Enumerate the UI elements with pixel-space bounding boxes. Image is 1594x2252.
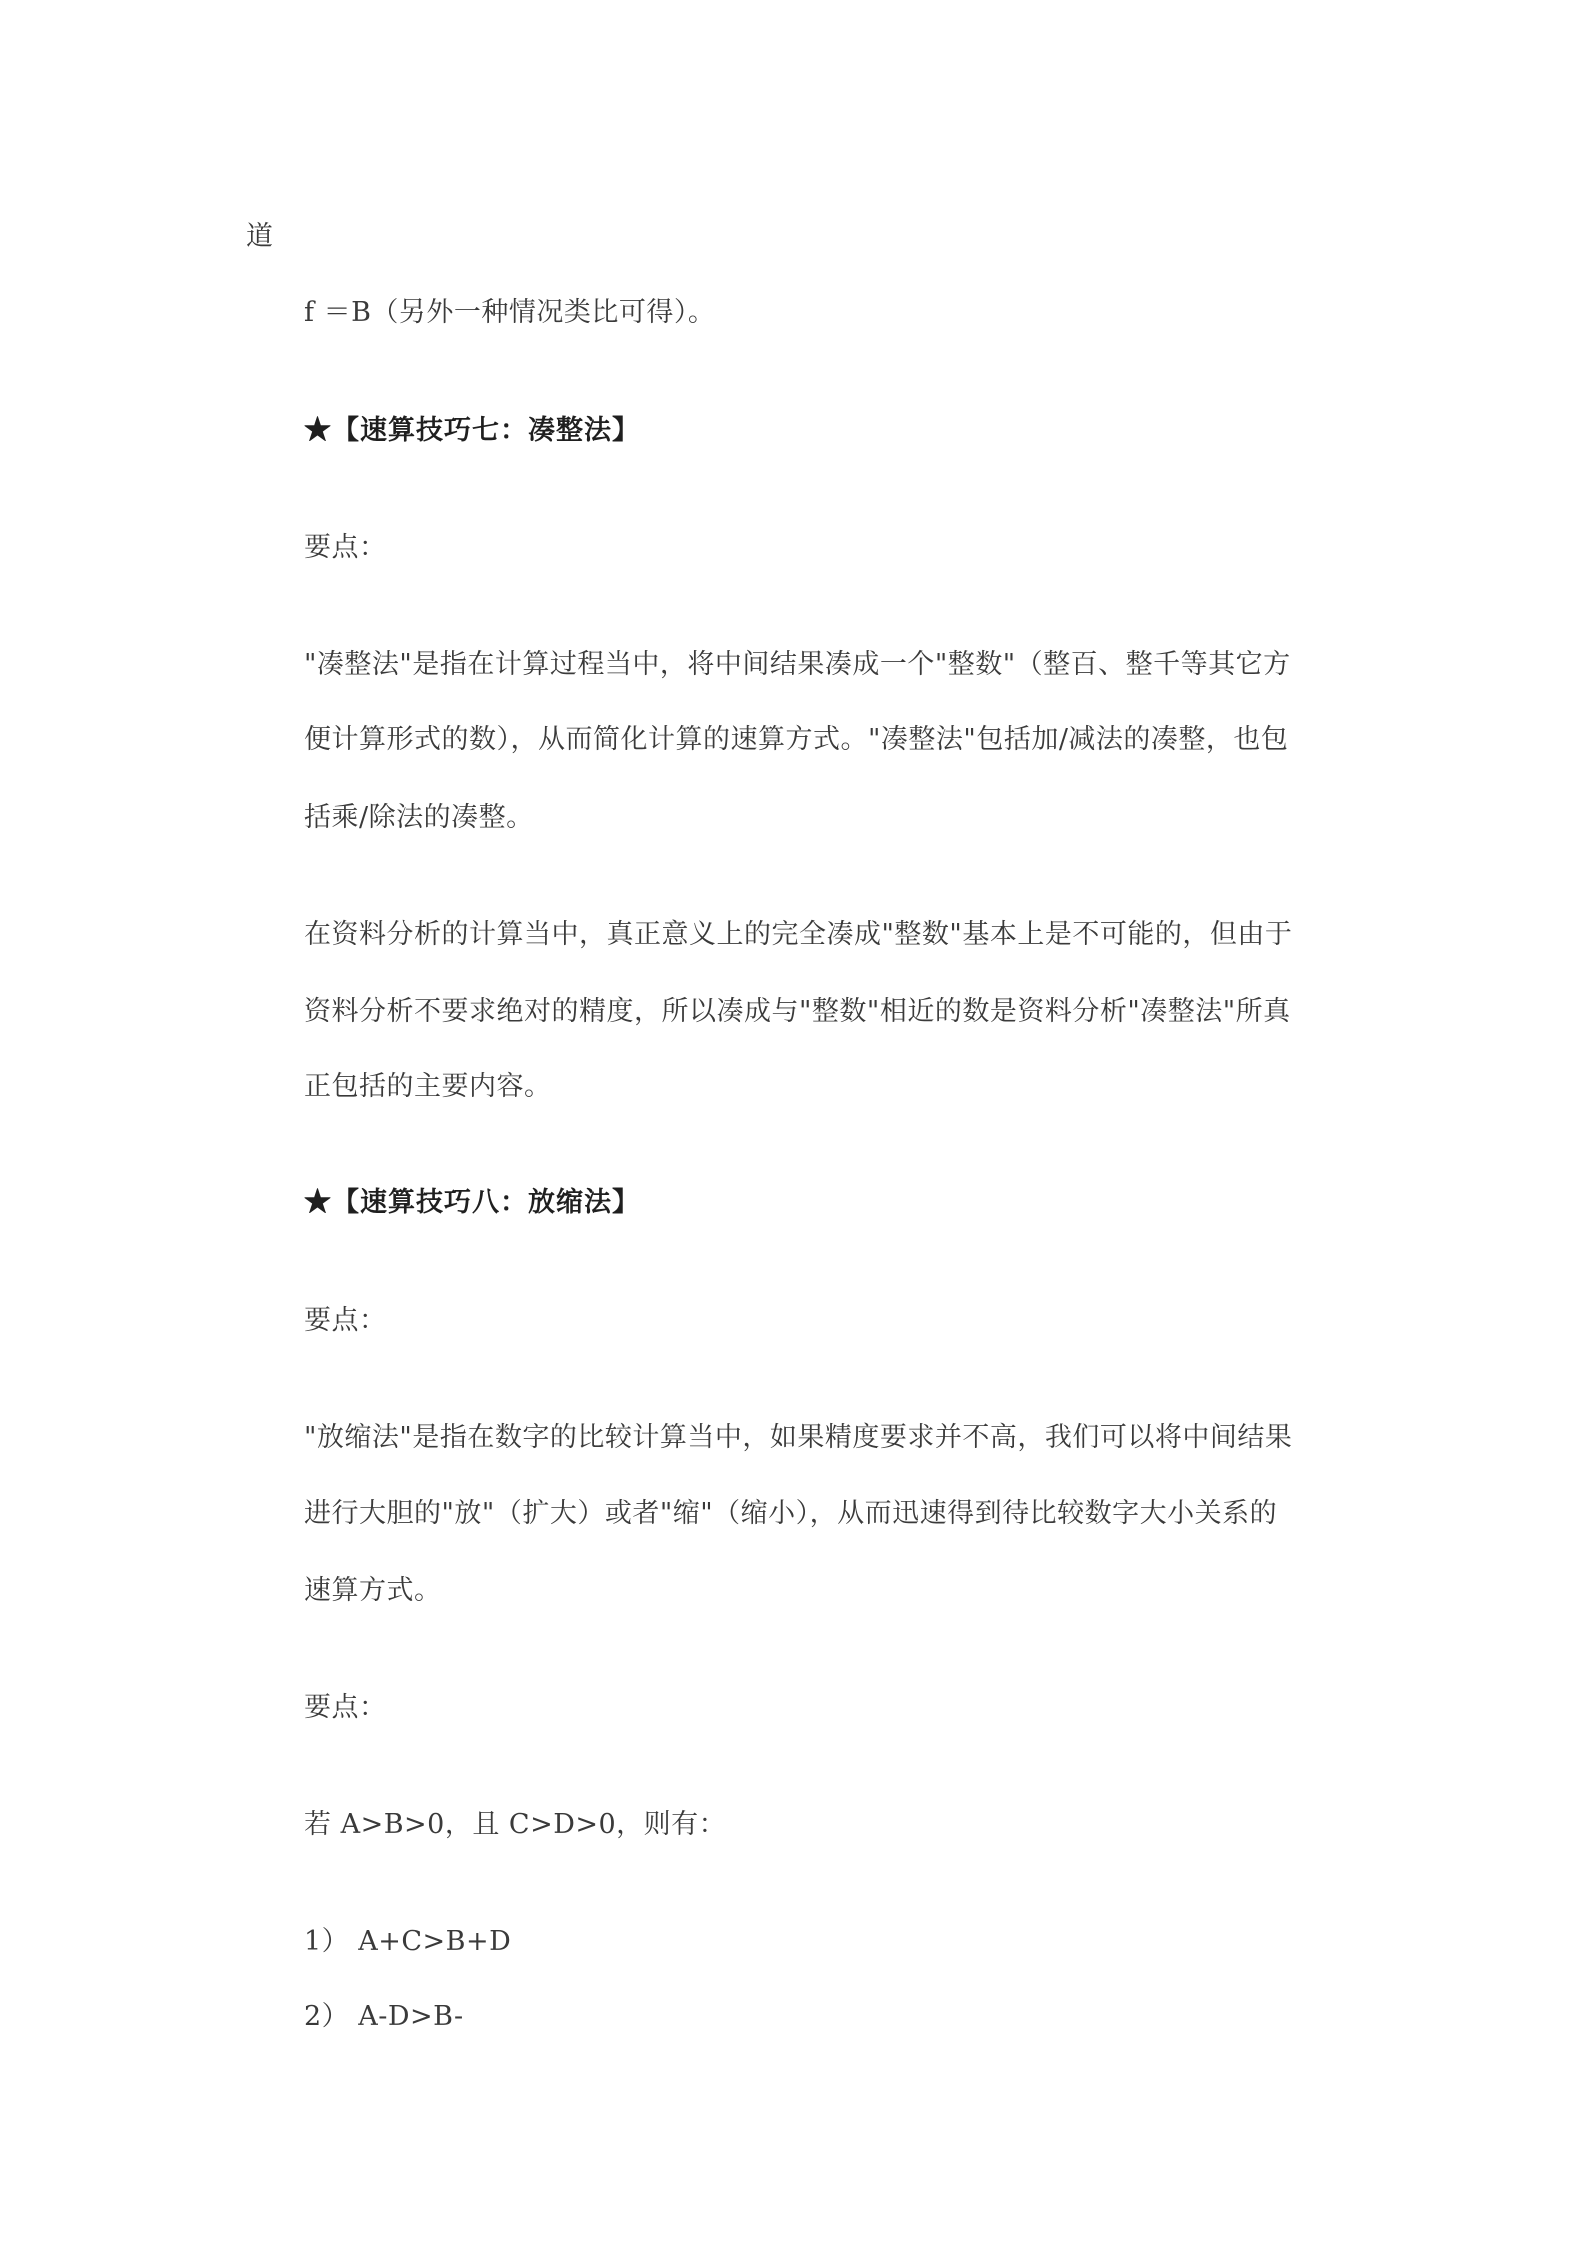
- paragraph-line: 资料分析不要求绝对的精度，所以凑成与"整数"相近的数是资料分析"凑整法"所真: [304, 996, 1291, 1027]
- section-heading-8: ★【速算技巧八：放缩法】: [304, 1187, 640, 1218]
- paragraph-line: 速算方式。: [304, 1575, 442, 1606]
- section-heading-7: ★【速算技巧七：凑整法】: [304, 415, 640, 446]
- carryover-text: 道: [246, 221, 274, 252]
- condition-line: 若 A>B>0，且 C>D>0，则有：: [304, 1809, 727, 1840]
- key-points-label: 要点：: [304, 532, 387, 563]
- paragraph-line: 正包括的主要内容。: [304, 1071, 552, 1102]
- paragraph-line: 在资料分析的计算当中，真正意义上的完全凑成"整数"基本上是不可能的，但由于: [304, 919, 1293, 950]
- key-points-label: 要点：: [304, 1305, 387, 1336]
- key-points-label: 要点：: [304, 1692, 387, 1723]
- paragraph-line: "放缩法"是指在数字的比较计算当中，如果精度要求并不高，我们可以将中间结果: [304, 1422, 1293, 1453]
- rule-line-2: 2） A-D>B-: [304, 2001, 464, 2032]
- rule-line-1: 1） A+C>B+D: [304, 1926, 512, 1957]
- paragraph-line: "凑整法"是指在计算过程当中，将中间结果凑成一个"整数"（整百、整千等其它方: [304, 649, 1291, 680]
- paragraph-line: 便计算形式的数），从而简化计算的速算方式。"凑整法"包括加/减法的凑整，也包: [304, 724, 1289, 755]
- paragraph-line: 括乘/除法的凑整。: [304, 802, 534, 833]
- formula-line: f ＝B（另外一种情况类比可得）。: [304, 297, 716, 328]
- paragraph-line: 进行大胆的"放"（扩大）或者"缩"（缩小），从而迅速得到待比较数字大小关系的: [304, 1498, 1278, 1529]
